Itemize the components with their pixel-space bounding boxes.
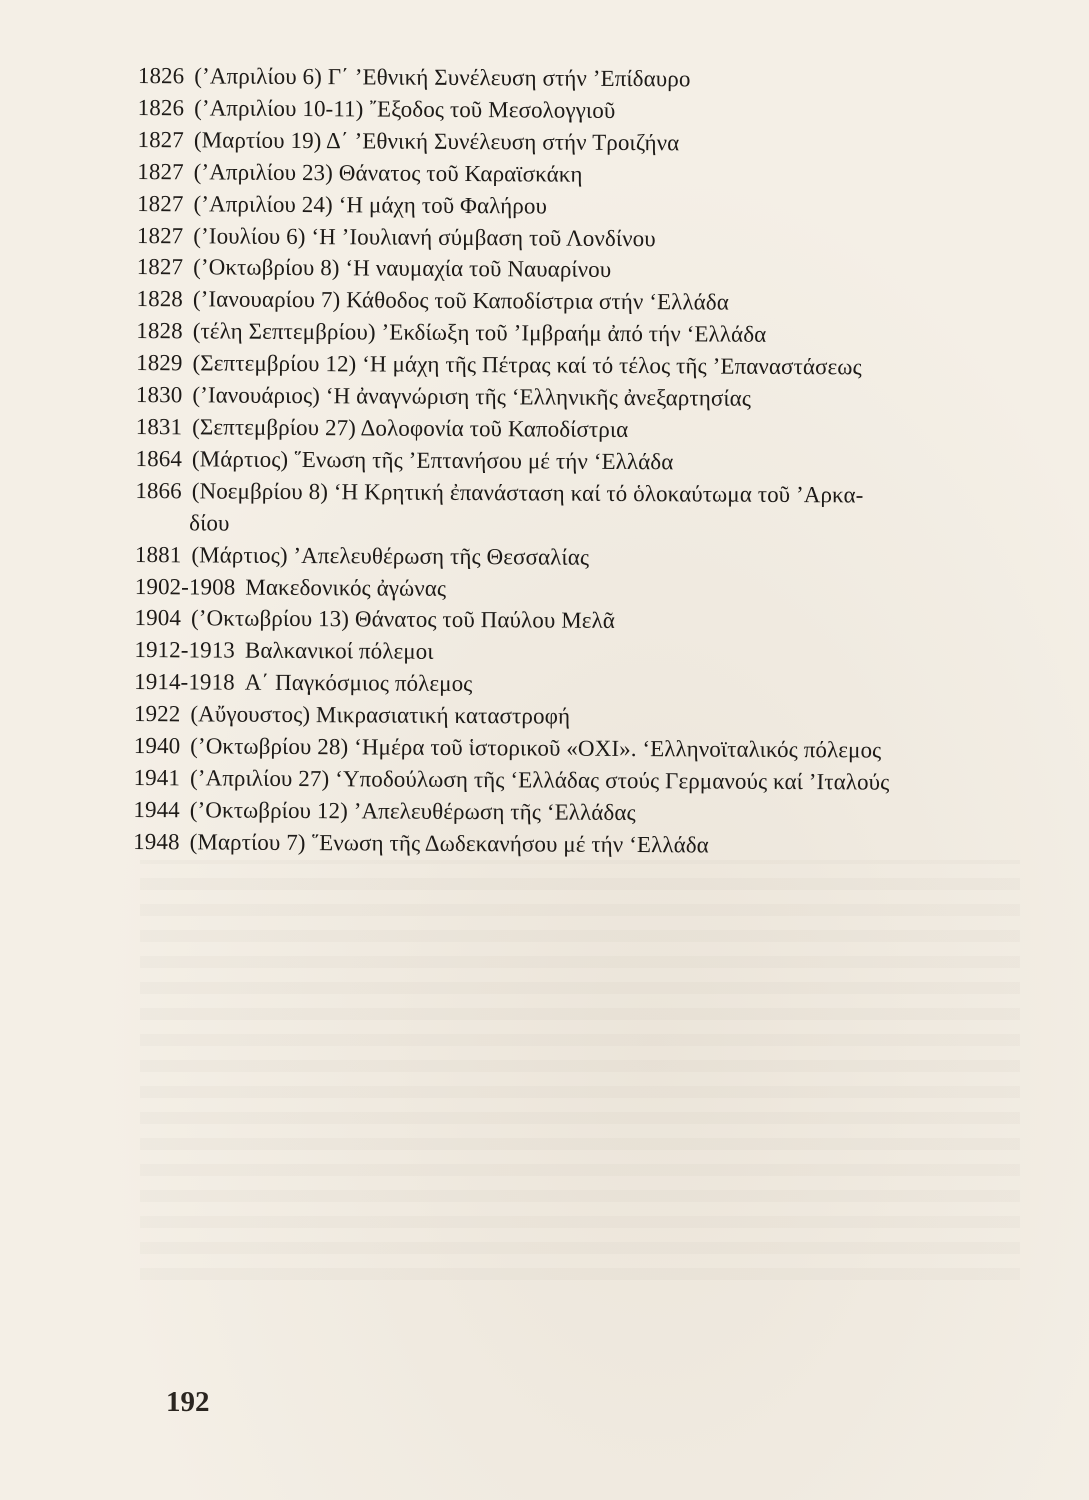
entry-text: (’Οκτωβρίου 12) ’Απελευθέρωση τῆς ‘Ελλάδας <box>189 797 636 825</box>
entry-text: (Μάρτιος) ’Απελευθέρωση τῆς Θεσσαλίας <box>191 541 590 570</box>
entry-year: 1948 <box>133 828 180 855</box>
chronology-entry <box>135 475 1035 512</box>
entry-text: (’Ιανουαρίου 7) Κάθοδος τοῦ Καποδίστρια στήν ‘Ελλάδα <box>192 286 730 315</box>
entry-year: 1866 <box>135 477 182 504</box>
page-number: 192 <box>166 1386 210 1418</box>
entry-text: Βαλκανικοί πόλεμοι <box>244 637 434 665</box>
chronology-entry <box>137 188 1037 225</box>
chronology-entry <box>133 794 1033 831</box>
entry-year: 1922 <box>133 701 181 727</box>
entry-year: 1827 <box>137 190 184 216</box>
entry-text: (Σεπτεμβρίου 27) Δολοφονία τοῦ Καποδίστρια <box>192 414 629 442</box>
entry-year: 1941 <box>133 764 181 791</box>
entry-text: (’Οκτωβρίου 28) ‘Ημέρα τοῦ ἱστορικοῦ «ΟΧΙ». ‘Ελληνοϊταλικός πόλεμος <box>190 733 882 763</box>
entry-text: (Νοεμβρίου 8) ‘Η Κρητική ἐπανάσταση καί τό ὁλοκαύτωμα τοῦ ’Αρκα- <box>191 478 864 508</box>
entry-text: (Μάρτιος) ῞Ενωση τῆς ’Επτανήσου μέ τήν ‘Ελλάδα <box>191 446 674 475</box>
bleed-through-texture <box>140 860 1020 1280</box>
entry-year: 1904 <box>134 605 182 631</box>
entry-text: Α΄ Παγκόσμιος πόλεμος <box>244 669 473 697</box>
entry-text: (Μαρτίου 19) Δ΄ ’Εθνική Συνέλευση στήν Τροιζήνα <box>193 127 680 156</box>
entry-continuation: δίου <box>189 510 230 536</box>
chronology-entry <box>134 762 1034 799</box>
entry-year: 1828 <box>136 318 183 344</box>
entry-text: (’Ιουλίου 6) ‘Η ’Ιουλιανή σύμβαση τοῦ Λονδίνου <box>193 222 656 251</box>
entry-year: 1914-1918 <box>134 669 235 695</box>
entry-year: 1828 <box>136 286 184 312</box>
chronology-entry <box>135 539 1035 576</box>
chronology-entry <box>136 411 1036 448</box>
chronology-entry <box>138 92 1038 129</box>
entry-text: (’Απριλίου 23) Θάνατος τοῦ Καραϊσκάκη <box>193 159 583 187</box>
entry-year: 1827 <box>136 222 184 248</box>
entry-year: 1827 <box>136 254 184 280</box>
entry-year: 1864 <box>135 445 183 472</box>
entry-year: 1830 <box>135 382 183 408</box>
entry-text: (’Οκτωβρίου 8) ‘Η ναυμαχία τοῦ Ναυαρίνου <box>193 254 612 283</box>
chronology-list <box>133 60 1038 863</box>
entry-year: 1912-1913 <box>134 637 236 663</box>
chronology-entry <box>137 124 1037 161</box>
entry-text: (τέλη Σεπτεμβρίου) ’Εκδίωξη τοῦ ’Ιμβραήμ ἀπό τήν ‘Ελλάδα <box>192 318 767 348</box>
chronology-entry <box>138 60 1038 97</box>
entry-text: (’Απριλίου 6) Γ΄ ’Εθνική Συνέλευση στήν ’Επίδαυρο <box>194 63 691 92</box>
entry-text: Μακεδονικός ἀγώνας <box>245 574 447 601</box>
entry-text: (’Οκτωβρίου 13) Θάνατος τοῦ Παύλου Μελᾶ <box>190 605 616 634</box>
chronology-entry <box>133 826 1033 863</box>
chronology-entry <box>135 443 1035 480</box>
entry-year: 1902-1908 <box>134 573 236 600</box>
entry-year: 1881 <box>134 541 182 567</box>
entry-text: (’Ιανουάριος) ‘Η ἀναγνώριση τῆς ‘Ελληνικῆς ἀνεξαρτησίας <box>192 382 752 411</box>
entry-text: (’Απριλίου 27) ‘Υποδούλωση τῆς ‘Ελλάδας στούς Γερμανούς καί ’Ιταλούς <box>189 765 890 795</box>
entry-year: 1940 <box>133 733 181 759</box>
entry-year: 1826 <box>137 62 185 89</box>
chronology-entry <box>137 156 1037 193</box>
entry-year: 1826 <box>137 94 185 121</box>
entry-text: (Αὔγουστος) Μικρασιατική καταστροφή <box>190 701 571 729</box>
entry-year: 1944 <box>133 796 180 823</box>
entry-text: (Μαρτίου 7) ῞Ενωση τῆς Δωδεκανήσου μέ τήν ‘Ελλάδα <box>189 829 709 858</box>
entry-year: 1827 <box>137 126 184 153</box>
entry-text: (Σεπτεμβρίου 12) ‘Η μάχη τῆς Πέτρας καί τό τέλος τῆς ’Επαναστάσεως <box>192 350 862 380</box>
entry-text: (’Απριλίου 10-11) ῎Εξοδος τοῦ Μεσολογγιοῦ <box>194 95 616 123</box>
entry-year: 1829 <box>136 350 183 376</box>
entry-year: 1831 <box>135 413 183 440</box>
entry-text: (’Απριλίου 24) ‘Η μάχη τοῦ Φαλήρου <box>193 190 548 219</box>
entry-year: 1827 <box>137 158 184 184</box>
